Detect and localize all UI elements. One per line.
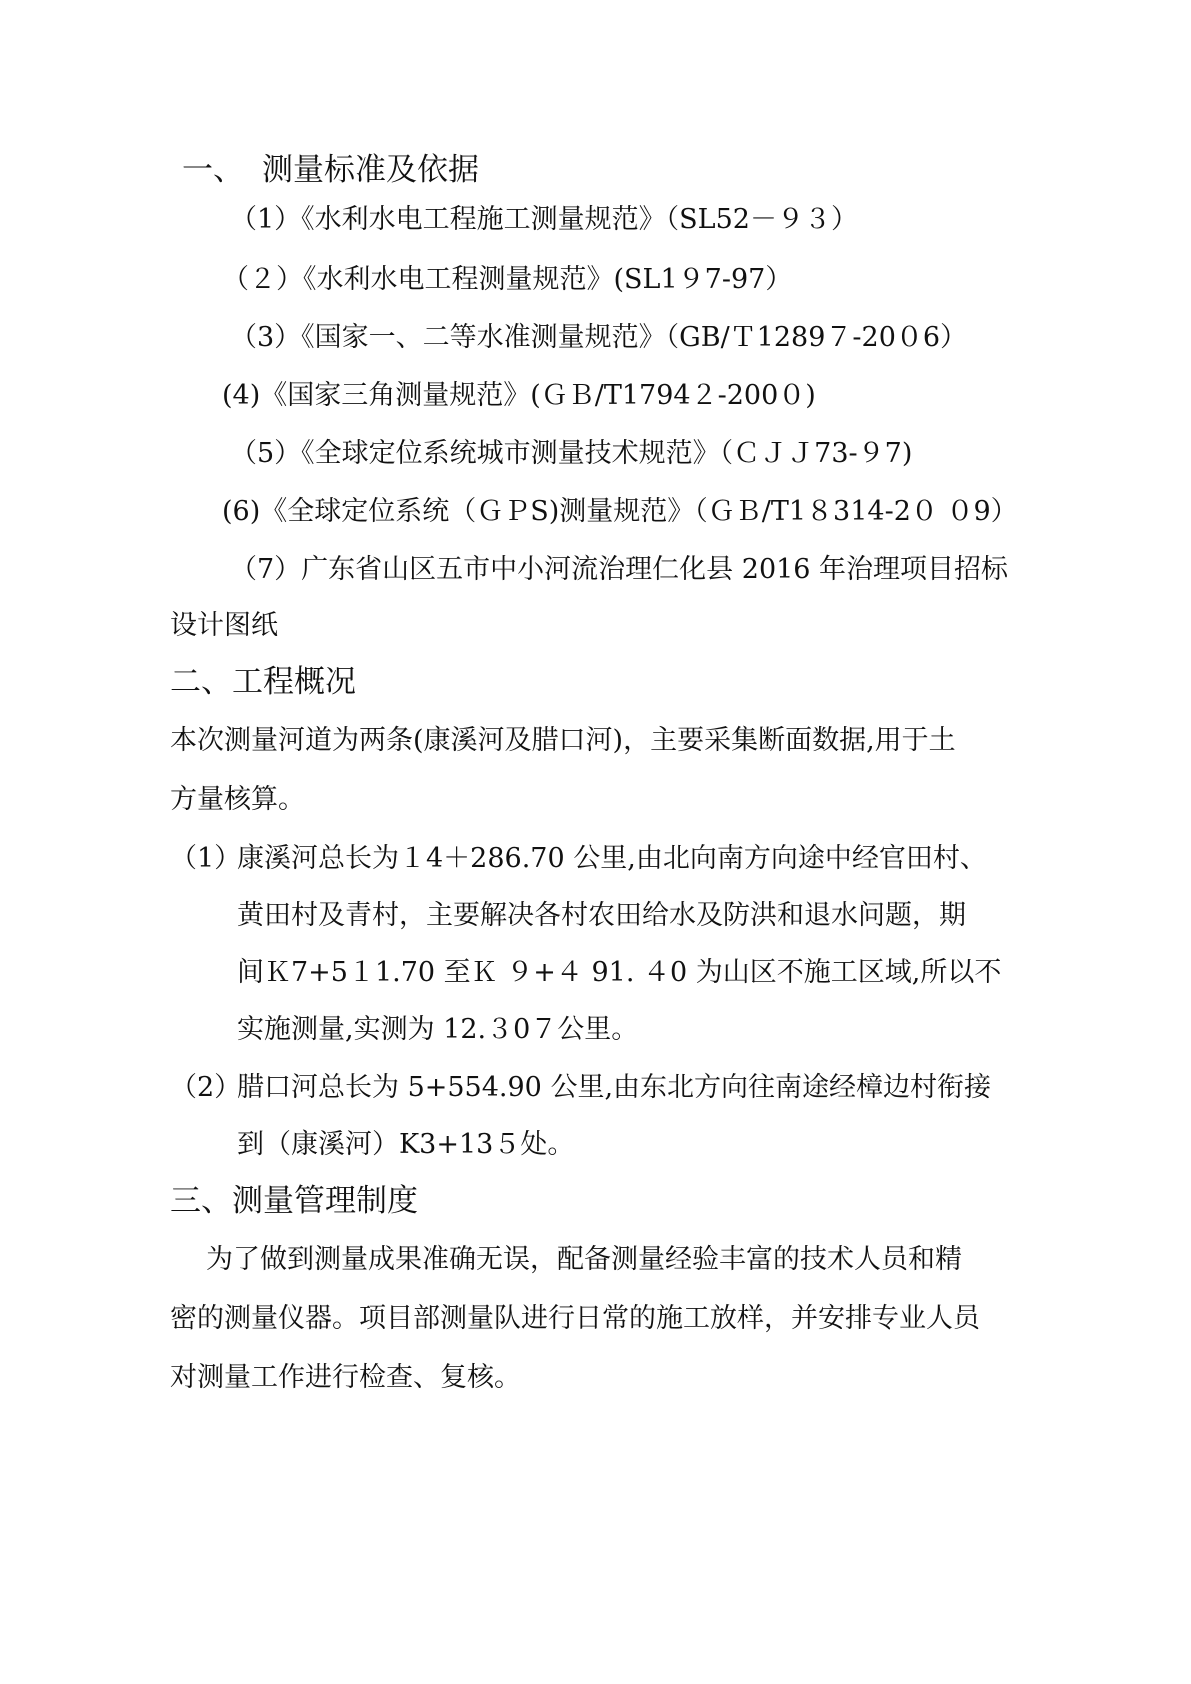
river2-number: （2） [170,1072,242,1103]
reference-item-6: (6)《全球定位系统（ＧＰS)测量规范》（ＧＢ/T1８314-2０ ０9） [222,496,1018,527]
reference-item-5: （5）《全球定位系统城市测量技术规范》（ＣＪＪ73-９7) [230,438,913,469]
section2-intro-line-1: 本次测量河道为两条(康溪河及腊口河)，主要采集断面数据,用于土 [170,725,956,756]
reference-item-1: （1）《水利水电工程施工测量规范》（SL52－９３） [230,204,858,235]
section3-title: 三、测量管理制度 [170,1183,418,1219]
river1-number: （1） [170,843,242,874]
section3-body-line-2: 密的测量仪器。项目部测量队进行日常的施工放样，并安排专业人员 [170,1303,980,1334]
river1-line-2: 黄田村及青村，主要解决各村农田给水及防洪和退水问题，期 [237,900,966,931]
river1-line-3: 间Ｋ7+5１1.70 至Ｋ ９+４ 91. ４0 为山区不施工区域,所以不 [237,957,1002,988]
river1-line-1: 康溪河总长为１4＋286.70 公里,由北向南方向途中经官田村、 [237,843,987,874]
river2-line-1: 腊口河总长为 5+554.90 公里,由东北方向往南途经樟边村衔接 [237,1072,992,1103]
river2-line-2: 到（康溪河）K3+13５处。 [237,1129,575,1160]
section1-number: 一、 [182,152,244,188]
reference-item-7: （7）广东省山区五市中小河流治理仁化县 2016 年治理项目招标 [230,554,1009,585]
section2-title: 二、工程概况 [170,664,356,700]
section3-body-line-3: 对测量工作进行检查、复核。 [170,1362,521,1393]
section2-intro-line-2: 方量核算。 [170,784,305,815]
reference-item-4: (4)《国家三角测量规范》(ＧＢ/T1794２-200０) [222,380,816,411]
reference-item-2: （２）《水利水电工程测量规范》(SL1９7-97） [222,264,793,295]
reference-item-3: （3）《国家一、二等水准测量规范》（GB/Ｔ1289７-20０6） [230,322,968,353]
river1-line-4: 实施测量,实测为 12.３0７公里。 [237,1014,639,1045]
reference-item-7-cont: 设计图纸 [170,610,278,641]
section3-body-line-1: 为了做到测量成果准确无误，配备测量经验丰富的技术人员和精 [206,1244,962,1275]
section1-title: 测量标准及依据 [262,152,479,188]
